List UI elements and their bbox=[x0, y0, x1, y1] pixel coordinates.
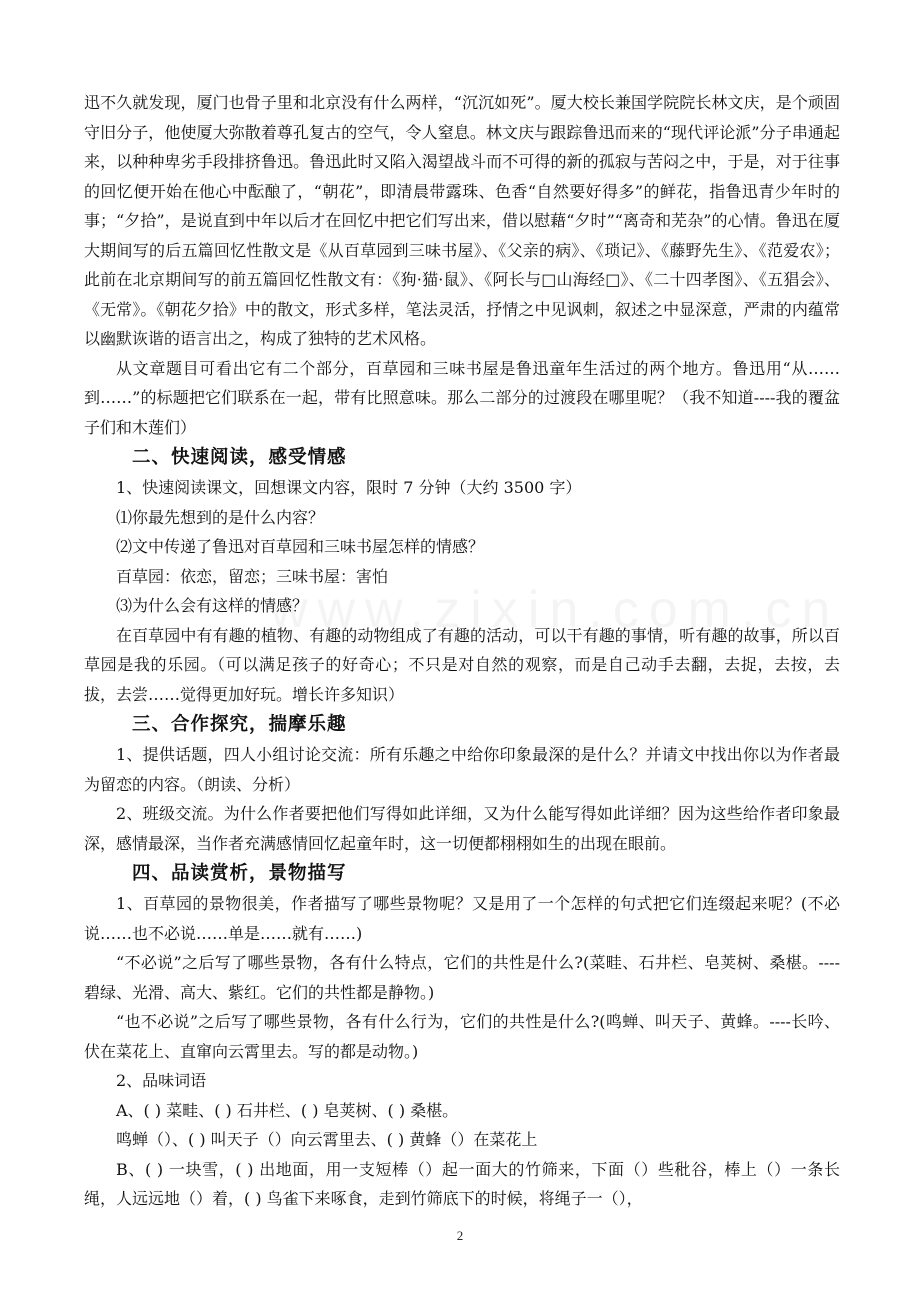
section-3-paragraph: 1、提供话题，四人小组讨论交流：所有乐趣之中给你印象最深的是什么？并请文中找出你以为作者最为留恋的内容。（朗读、分析） bbox=[84, 745, 840, 794]
section-2-paragraph: ⑵文中传递了鲁迅对百草园和三味书屋怎样的情感？ bbox=[116, 537, 485, 556]
section-2-paragraph: ⑴你最先想到的是什么内容？ bbox=[116, 507, 325, 527]
section-heading-4: 四、品读赏析，景物描写 bbox=[132, 863, 347, 884]
intro-paragraph: 迅不久就发现，厦门也骨子里和北京没有什么两样，“沉沉如死”。厦大校长兼国学院院长林文庆，是个顽固守旧分子，他使厦大弥散着尊孔复古的空气，令人窒息。林文庆与跟踪鲁迅而来的“现代评论派”分子串通起来，以种种卑劣手段排挤鲁迅。鲁迅此时又陷入渴望战斗而不可得的新的孤寂与苦闷之中，于是，对于往事的回忆便开始在他心中酝酿了，“朝花”，即清晨带露珠、色香“自然要好得多”的鲜花，指鲁迅青少年时的事；“夕拾”，是说直到中年以后才在回忆中把它们写出来，借以慰藉“夕时”“离奇和芜杂”的心情。鲁迅在厦大期间写的后五篇回忆性散文是《从百草园到三味书屋》、《父亲的病》、《琐记》、《藤野先生》、《范爱农》；此前在北京期间写的前五篇回忆性散文有：《狗·猫·鼠》、《阿长与□山海经□》、《二十四孝图》、《五猖会》、《无常》。《朝花夕拾》中的散文，形式多样，笔法灵活，抒情之中见讽刺，叙述之中显深意，严肃的内蕴常以幽默诙谐的语言出之，构成了独特的艺术风格。 bbox=[84, 93, 840, 348]
section-heading-3: 三、合作探究，揣摩乐趣 bbox=[132, 714, 347, 735]
section-heading-2: 二、快速阅读，感受情感 bbox=[132, 447, 347, 468]
section-4-paragraph: “不必说”之后写了哪些景物，各有什么特点，它们的共性是什么?(菜畦、石井栏、皂荚树、桑椹。----碧绿、光滑、高大、紫红。它们的共性都是静物。) bbox=[84, 953, 840, 1002]
section-2-paragraph: 1、快速阅读课文，回想课文内容，限时 7 分钟（大约 3500 字） bbox=[116, 478, 582, 497]
section-2-paragraph: 在百草园中有有趣的植物、有趣的动物组成了有趣的活动，可以干有趣的事情，听有趣的故事，所以百草园是我的乐园。（可以满足孩子的好奇心；不只是对自然的观察，而是自己动手去翻，去捉，去按，去拔，去尝……觉得更加好玩。增长许多知识） bbox=[84, 625, 840, 704]
section-4-paragraph: 2、品味词语 bbox=[116, 1071, 207, 1090]
section-4-paragraph: A、( ) 菜畦、( ) 石井栏、( ) 皂荚树、( ) 桑椹。 bbox=[116, 1100, 459, 1120]
page-number: 2 bbox=[456, 1228, 464, 1243]
section-2-paragraph: 百草园：依恋，留恋；三味书屋：害怕 bbox=[116, 566, 389, 586]
section-4-paragraph: “也不必说”之后写了哪些景物，各有什么行为，它们的共性是什么?(鸣蝉、叫天子、黄蜂。----长吟、伏在菜花上、直窜向云霄里去。写的都是动物。) bbox=[84, 1012, 840, 1061]
section-4-paragraph: 鸣蝉（）、( ) 叫天子（）向云霄里去、( ) 黄蜂（）在菜花上 bbox=[116, 1130, 538, 1149]
section-2-paragraph: ⑶为什么会有这样的情感？ bbox=[116, 596, 309, 615]
section-3-paragraph: 2、班级交流。为什么作者要把他们写得如此详细，又为什么能写得如此详细？因为这些给作者印象最深，感情最深，当作者充满感情回忆起童年时，这一切便都栩栩如生的出现在眼前。 bbox=[84, 804, 840, 853]
section-4-paragraph: B、( ) 一块雪，( ) 出地面，用一支短棒（）起一面大的竹筛来，下面（）些秕谷，棒上（）一条长绳，人远远地（）着，( ) 鸟雀下来啄食，走到竹筛底下的时候，将绳子一（）， bbox=[84, 1159, 840, 1208]
document-body bbox=[84, 88, 840, 1214]
section-4-paragraph: 1、百草园的景物很美，作者描写了哪些景物呢？又是用了一个怎样的句式把它们连缀起来呢？(不必说……也不必说……单是……就有……) bbox=[84, 894, 840, 943]
intro-paragraph: 从文章题目可看出它有二个部分，百草园和三味书屋是鲁迅童年生活过的两个地方。鲁迅用“从……到……”的标题把它们联系在一起，带有比照意味。那么二部分的过渡段在哪里呢？（我不知道----我的覆盆子们和木莲们） bbox=[84, 358, 840, 437]
